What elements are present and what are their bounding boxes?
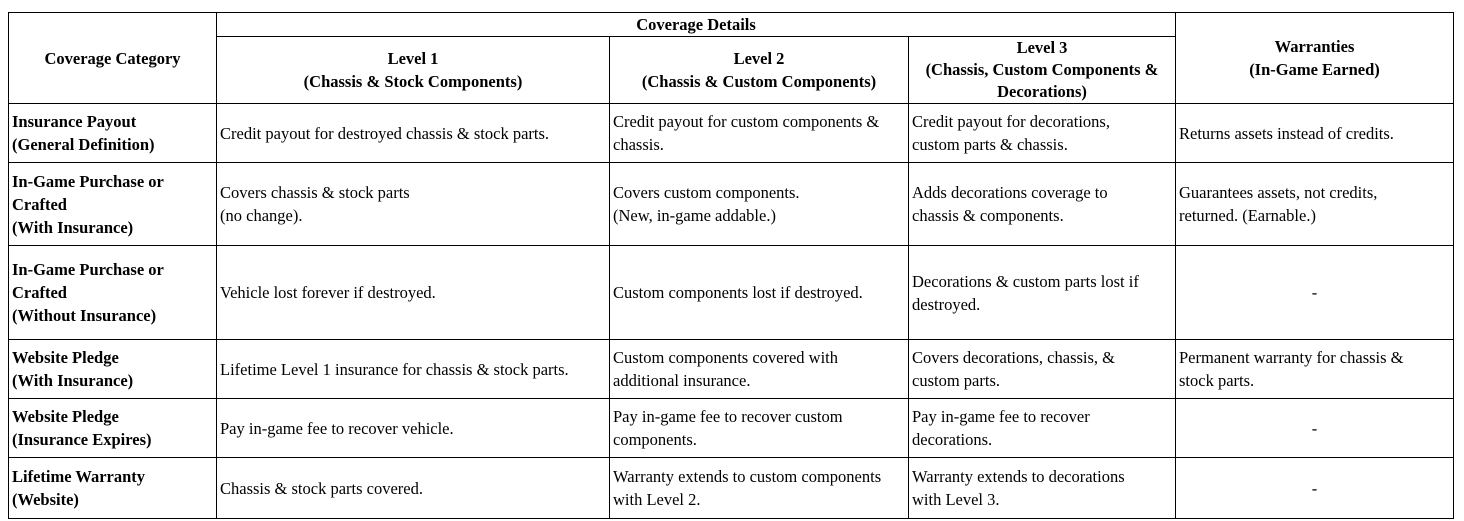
- cell-line: (General Definition): [12, 135, 155, 154]
- cell-line: returned. (Earnable.): [1179, 206, 1316, 225]
- cell-line: Credit payout for decorations,: [912, 112, 1110, 131]
- cell-level-2: [610, 104, 909, 163]
- header-line: (Chassis & Custom Components): [641, 72, 877, 91]
- cell-line: Custom components covered with: [613, 348, 839, 367]
- cell-line: destroyed.: [912, 294, 981, 314]
- row-category: [9, 246, 217, 340]
- cell-line: decorations.: [912, 430, 993, 449]
- cell-line: custom parts.: [912, 371, 1000, 390]
- cell-line: In-Game Purchase or: [12, 260, 164, 279]
- cell-level-1: [217, 340, 610, 399]
- cell-line: Credit payout for custom components &: [613, 112, 880, 131]
- cell-line: Permanent warranty for chassis &: [1179, 348, 1404, 367]
- cell-line: Warranty extends to custom components: [613, 467, 882, 486]
- cell-level-3: [909, 246, 1176, 340]
- cell-line: Credit payout for destroyed chassis & stock parts.: [220, 123, 550, 143]
- header-level-3: [909, 37, 1176, 104]
- cell-level-3: [909, 104, 1176, 163]
- cell-line: Decorations & custom parts lost if: [912, 271, 1139, 291]
- cell-line: Insurance Payout: [12, 112, 137, 131]
- cell-level-3: [909, 163, 1176, 246]
- header-line: Level 1: [387, 49, 439, 68]
- cell-line: (Insurance Expires): [12, 430, 152, 449]
- row-category: [9, 340, 217, 399]
- cell-level-3: [909, 340, 1176, 399]
- cell-line: with Level 3.: [912, 490, 1000, 509]
- header-coverage-details: Coverage Details: [217, 13, 1176, 37]
- cell-line: Chassis & stock parts covered.: [220, 478, 424, 498]
- cell-line: custom parts & chassis.: [912, 135, 1068, 154]
- cell-line: (New, in-game addable.): [613, 206, 776, 225]
- header-line: (In-Game Earned): [1249, 60, 1380, 79]
- cell-line: Website Pledge: [12, 407, 119, 426]
- cell-level-1: [217, 246, 610, 340]
- cell-line: stock parts.: [1179, 371, 1255, 390]
- cell-line: chassis & components.: [912, 206, 1064, 225]
- header-line: (Chassis, Custom Components &: [925, 60, 1159, 79]
- row-category: [9, 163, 217, 246]
- cell-line: components.: [613, 430, 697, 449]
- cell-warranties: [1176, 163, 1454, 246]
- table-row: [9, 246, 1454, 340]
- cell-line: (no change).: [220, 206, 303, 225]
- cell-level-2: [610, 458, 909, 519]
- cell-line: Lifetime Warranty: [12, 467, 146, 486]
- cell-line: Warranty extends to decorations: [912, 467, 1125, 486]
- cell-level-2: [610, 246, 909, 340]
- cell-warranties: -: [1176, 246, 1454, 340]
- cell-line: (Without Insurance): [12, 306, 157, 325]
- cell-warranties: -: [1176, 458, 1454, 519]
- cell-line: additional insurance.: [613, 371, 751, 390]
- table-row: [9, 340, 1454, 399]
- cell-line: (With Insurance): [12, 217, 134, 237]
- cell-line: Lifetime Level 1 insurance for chassis & stock parts.: [220, 359, 569, 379]
- cell-line: Covers chassis & stock parts: [220, 183, 410, 202]
- cell-line: Pay in-game fee to recover: [912, 407, 1090, 426]
- header-line: Warranties: [1274, 37, 1355, 56]
- cell-level-2: [610, 163, 909, 246]
- header-coverage-category: Coverage Category: [9, 13, 217, 104]
- cell-line: Website Pledge: [12, 348, 119, 367]
- cell-line: chassis.: [613, 135, 664, 154]
- table-row: [9, 399, 1454, 458]
- header-level-1: [217, 37, 610, 104]
- cell-level-1: [217, 163, 610, 246]
- header-line: (Chassis & Stock Components): [303, 72, 523, 91]
- row-category: [9, 104, 217, 163]
- cell-line: Pay in-game fee to recover custom: [613, 407, 843, 426]
- cell-line: Crafted: [12, 283, 67, 302]
- cell-line: Crafted: [12, 194, 67, 214]
- table-row: [9, 458, 1454, 519]
- cell-level-1: [217, 458, 610, 519]
- table-row: [9, 163, 1454, 246]
- cell-line: In-Game Purchase or: [12, 171, 164, 191]
- cell-level-2: [610, 399, 909, 458]
- cell-line: (Website): [12, 490, 79, 509]
- header-warranties: [1176, 13, 1454, 104]
- cell-line: Vehicle lost forever if destroyed.: [220, 283, 436, 302]
- cell-warranties: [1176, 340, 1454, 399]
- header-line: Level 2: [733, 49, 785, 68]
- cell-line: with Level 2.: [613, 490, 701, 509]
- header-level-2: [610, 37, 909, 104]
- header-line: Decorations): [997, 82, 1087, 101]
- table-row: [9, 104, 1454, 163]
- cell-line: Returns assets instead of credits.: [1179, 123, 1394, 143]
- cell-level-1: [217, 104, 610, 163]
- cell-line: Pay in-game fee to recover vehicle.: [220, 418, 454, 438]
- cell-level-1: [217, 399, 610, 458]
- cell-level-3: [909, 399, 1176, 458]
- cell-line: Adds decorations coverage to: [912, 183, 1108, 202]
- cell-line: Covers custom components.: [613, 183, 800, 202]
- row-category: [9, 458, 217, 519]
- header-line: Level 3: [1016, 38, 1068, 57]
- cell-line: Covers decorations, chassis, &: [912, 348, 1116, 367]
- header-row-top: [9, 13, 1454, 37]
- cell-line: Guarantees assets, not credits,: [1179, 183, 1378, 202]
- cell-level-2: [610, 340, 909, 399]
- cell-warranties: [1176, 104, 1454, 163]
- coverage-table: [8, 12, 1454, 519]
- cell-line: (With Insurance): [12, 371, 134, 390]
- row-category: [9, 399, 217, 458]
- cell-level-3: [909, 458, 1176, 519]
- cell-warranties: -: [1176, 399, 1454, 458]
- cell-line: Custom components lost if destroyed.: [613, 283, 863, 302]
